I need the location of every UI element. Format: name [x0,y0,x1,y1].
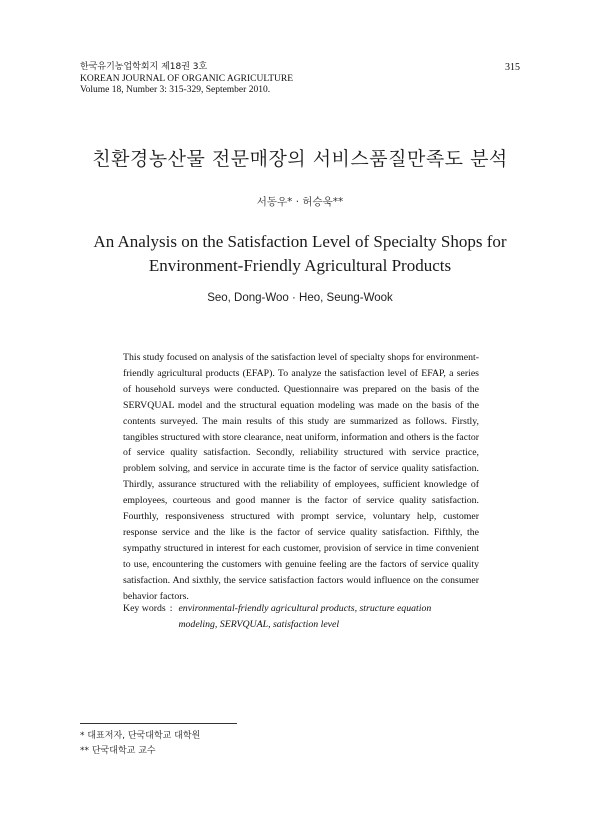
page-number: 315 [505,62,520,73]
title-english [60,230,540,278]
footnote-second-author: ** 단국대학교 교수 [80,746,156,756]
title-english-line-2: Environment-Friendly Agricultural Products [148,256,452,275]
footnote-divider [80,723,237,724]
journal-name-english: KOREAN JOURNAL OF ORGANIC AGRICULTURE [80,73,294,84]
keywords-separator: : [169,603,173,614]
keywords [123,601,483,632]
abstract-text: This study focused on analysis of the satisfaction level of specialty shops for environment-friendly agricultural products (EFAP). To analyze the satisfaction level of EFAP, a series of household surveys were conducted. Questionnaire was prepared on the basis of the SERVQUAL model and the structural equation modeling was made on the basis of the contents surveyed. The main results of this study are summarized as follows. Firstly, tangibles structured with store clearance, neat uniform, information and others is the factor of service quality satisfaction. Secondly, reliability structured with service practice, problem solving, and service in accurate time is the factor of service quality satisfaction. Thirdly, assurance structured with the reliability of employees, sufficient knowledge of employees, courteous and good manner is the factor of service quality satisfaction. Fourthly, responsiveness structured with prompt service, voluntary help, customer response service and the like is the factor of service quality satisfaction. Fifthly, the sympathy structured in interest for each customer, provision of service in time convenient to use, encountering the customers with genuine feeling are the factors of service quality satisfaction. And sixthly, the service satisfaction factors would influence on the consumer behavior factors. [123,352,479,602]
authors-korean: 서동우* · 허승욱** [256,196,344,208]
footnotes [80,729,200,759]
journal-name-korean: 한국유기농업학회지 제18권 3호 [80,62,208,72]
title-english-line-1: An Analysis on the Satisfaction Level of Specialty Shops for [93,232,507,251]
footnote-first-author: * 대표저자, 단국대학교 대학원 [80,731,201,741]
journal-volume-info: Volume 18, Number 3: 315-329, September 2010. [80,85,271,95]
journal-header [80,62,500,97]
keywords-text: environmental-friendly agricultural products, structure equation modeling, SERVQUAL, satisfaction level [178,603,432,630]
keywords-label: Key words [123,603,166,614]
authors-english: Seo, Dong-Woo · Heo, Seung-Wook [207,292,393,304]
title-korean: 친환경농산물 전문매장의 서비스품질만족도 분석 [92,148,508,170]
